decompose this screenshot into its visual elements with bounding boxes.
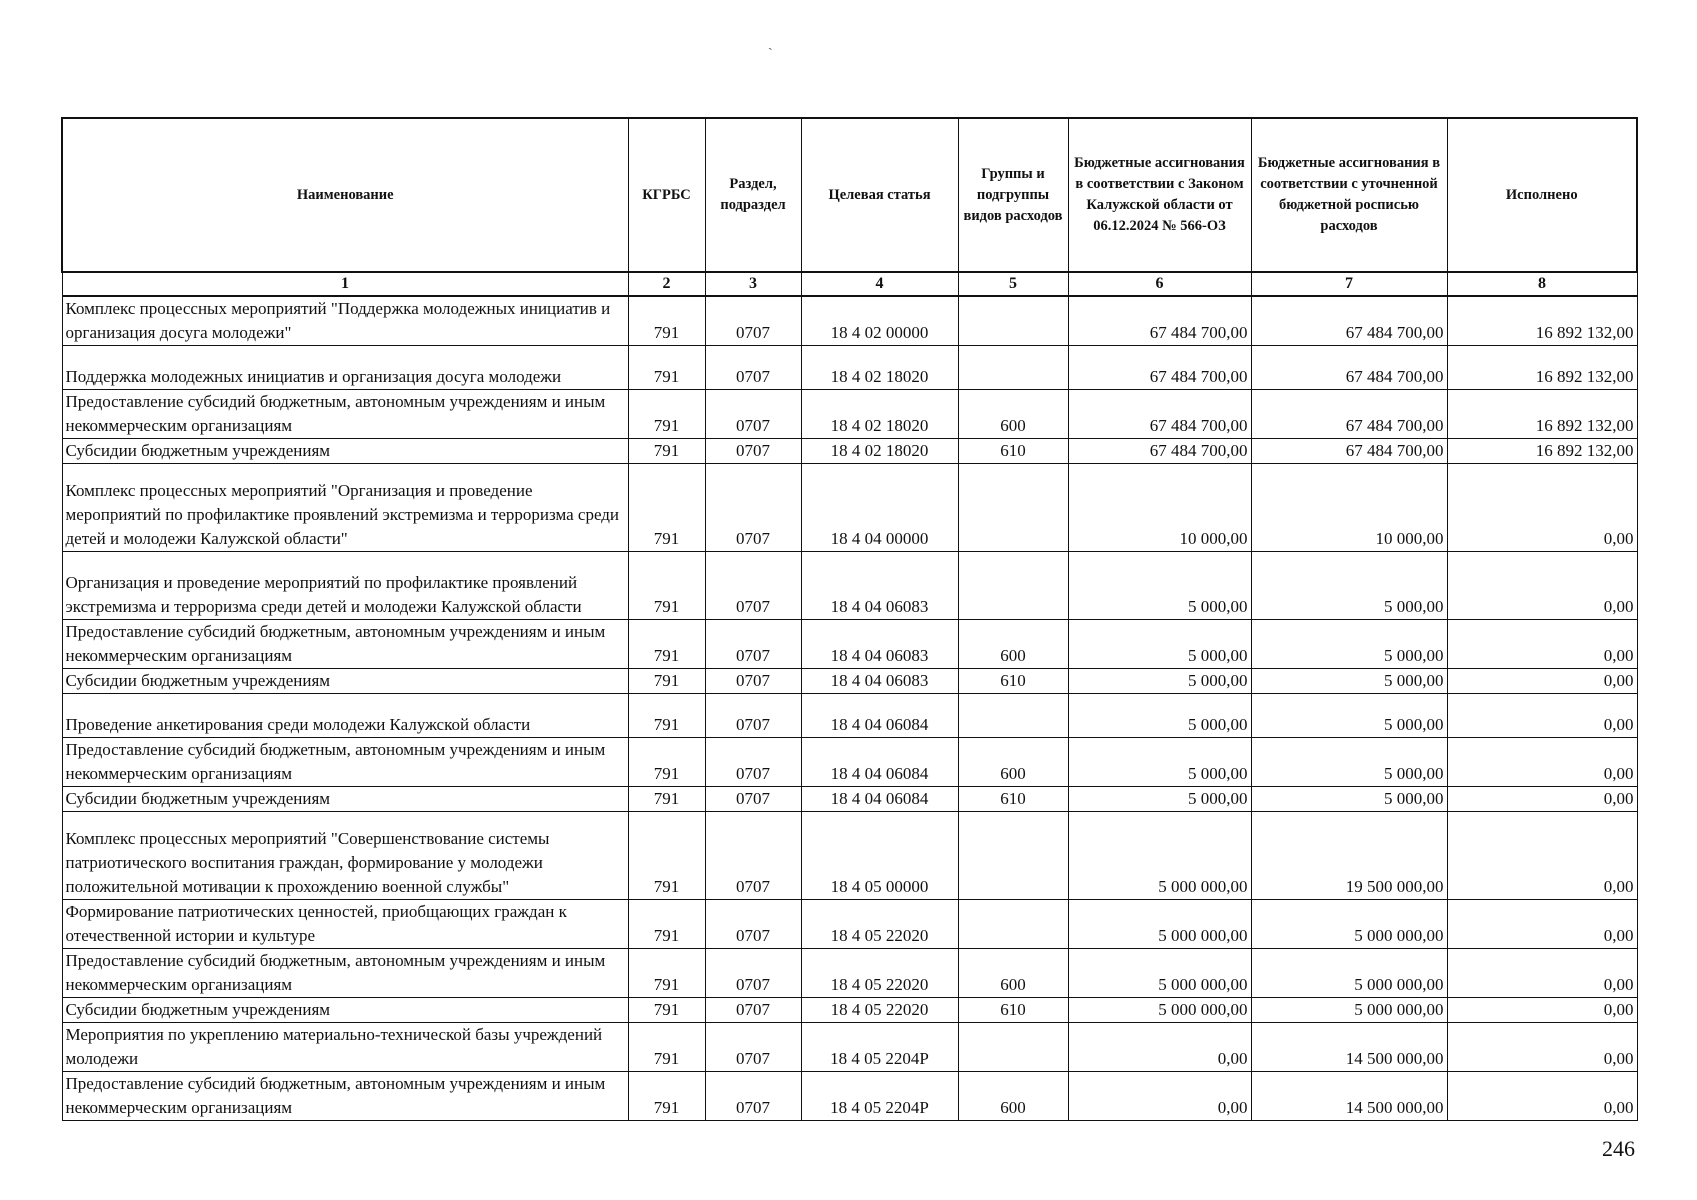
row-refined-allocation: 5 000 000,00	[1251, 998, 1447, 1023]
row-refined-allocation: 5 000,00	[1251, 669, 1447, 694]
table-row	[62, 1072, 1637, 1121]
row-name: Мероприятия по укреплению материально-технической базы учреждений молодежи	[62, 1023, 628, 1072]
row-article: 18 4 04 06084	[801, 694, 958, 738]
row-name: Комплекс процессных мероприятий "Совершенствование системы патриотического воспитания граждан, формирование у молодежи положительной мотивации к прохождению военной службы"	[62, 812, 628, 900]
row-section: 0707	[705, 694, 801, 738]
row-group	[958, 464, 1068, 552]
column-number: 4	[801, 272, 958, 296]
row-law-allocation: 5 000,00	[1068, 620, 1251, 669]
row-law-allocation: 10 000,00	[1068, 464, 1251, 552]
row-section: 0707	[705, 620, 801, 669]
row-section: 0707	[705, 669, 801, 694]
row-name: Комплекс процессных мероприятий "Поддержка молодежных инициатив и организация досуга молодежи"	[62, 296, 628, 346]
column-number: 5	[958, 272, 1068, 296]
row-law-allocation: 67 484 700,00	[1068, 346, 1251, 390]
row-group: 610	[958, 669, 1068, 694]
row-article: 18 4 02 00000	[801, 296, 958, 346]
table-row	[62, 949, 1637, 998]
row-law-allocation: 5 000,00	[1068, 552, 1251, 620]
row-article: 18 4 04 06084	[801, 738, 958, 787]
row-name: Организация и проведение мероприятий по профилактике проявлений экстремизма и терроризма среди детей и молодежи Калужской области	[62, 552, 628, 620]
row-executed: 16 892 132,00	[1447, 439, 1637, 464]
row-name: Предоставление субсидий бюджетным, автономным учреждениям и иным некоммерческим организациям	[62, 738, 628, 787]
row-article: 18 4 04 06084	[801, 787, 958, 812]
row-article: 18 4 02 18020	[801, 390, 958, 439]
row-article: 18 4 04 06083	[801, 620, 958, 669]
row-executed: 0,00	[1447, 949, 1637, 998]
row-kgrbs: 791	[628, 694, 705, 738]
row-group	[958, 694, 1068, 738]
row-law-allocation: 5 000,00	[1068, 694, 1251, 738]
row-name: Поддержка молодежных инициатив и организация досуга молодежи	[62, 346, 628, 390]
table-row	[62, 738, 1637, 787]
row-law-allocation: 5 000 000,00	[1068, 998, 1251, 1023]
row-kgrbs: 791	[628, 439, 705, 464]
table-body	[62, 296, 1637, 1121]
row-refined-allocation: 10 000,00	[1251, 464, 1447, 552]
row-law-allocation: 67 484 700,00	[1068, 296, 1251, 346]
header-section: Раздел, подраздел	[705, 118, 801, 272]
row-refined-allocation: 5 000,00	[1251, 787, 1447, 812]
row-law-allocation: 5 000,00	[1068, 787, 1251, 812]
row-refined-allocation: 67 484 700,00	[1251, 346, 1447, 390]
row-section: 0707	[705, 949, 801, 998]
header-refined-allocation: Бюджетные ассигнования в соответствии с уточненной бюджетной росписью расходов	[1251, 118, 1447, 272]
row-name: Предоставление субсидий бюджетным, автономным учреждениям и иным некоммерческим организациям	[62, 620, 628, 669]
header-article: Целевая статья	[801, 118, 958, 272]
table-row	[62, 900, 1637, 949]
row-law-allocation: 5 000,00	[1068, 738, 1251, 787]
column-number: 1	[62, 272, 628, 296]
row-group	[958, 900, 1068, 949]
row-law-allocation: 5 000,00	[1068, 669, 1251, 694]
row-section: 0707	[705, 346, 801, 390]
row-law-allocation: 5 000 000,00	[1068, 949, 1251, 998]
row-executed: 0,00	[1447, 812, 1637, 900]
row-group	[958, 812, 1068, 900]
row-kgrbs: 791	[628, 346, 705, 390]
row-kgrbs: 791	[628, 1023, 705, 1072]
row-kgrbs: 791	[628, 998, 705, 1023]
row-executed: 16 892 132,00	[1447, 346, 1637, 390]
row-refined-allocation: 67 484 700,00	[1251, 390, 1447, 439]
row-group: 600	[958, 1072, 1068, 1121]
table-row	[62, 694, 1637, 738]
row-executed: 0,00	[1447, 552, 1637, 620]
page-number: 246	[1602, 1136, 1635, 1161]
row-section: 0707	[705, 464, 801, 552]
row-group: 600	[958, 620, 1068, 669]
row-kgrbs: 791	[628, 738, 705, 787]
row-section: 0707	[705, 998, 801, 1023]
column-number: 7	[1251, 272, 1447, 296]
row-kgrbs: 791	[628, 949, 705, 998]
row-refined-allocation: 5 000,00	[1251, 738, 1447, 787]
row-executed: 0,00	[1447, 464, 1637, 552]
row-group: 610	[958, 998, 1068, 1023]
stray-mark: ˏ	[768, 36, 773, 51]
row-refined-allocation: 5 000 000,00	[1251, 900, 1447, 949]
row-name: Предоставление субсидий бюджетным, автономным учреждениям и иным некоммерческим организациям	[62, 949, 628, 998]
row-law-allocation: 5 000 000,00	[1068, 900, 1251, 949]
row-group	[958, 346, 1068, 390]
table-row	[62, 998, 1637, 1023]
header-executed: Исполнено	[1447, 118, 1637, 272]
row-article: 18 4 05 22020	[801, 949, 958, 998]
table-row	[62, 439, 1637, 464]
row-refined-allocation: 19 500 000,00	[1251, 812, 1447, 900]
row-refined-allocation: 67 484 700,00	[1251, 296, 1447, 346]
row-group: 600	[958, 949, 1068, 998]
row-refined-allocation: 14 500 000,00	[1251, 1023, 1447, 1072]
row-executed: 0,00	[1447, 998, 1637, 1023]
table-row	[62, 620, 1637, 669]
table-row	[62, 552, 1637, 620]
row-law-allocation: 67 484 700,00	[1068, 439, 1251, 464]
row-kgrbs: 791	[628, 620, 705, 669]
row-law-allocation: 0,00	[1068, 1023, 1251, 1072]
row-name: Предоставление субсидий бюджетным, автономным учреждениям и иным некоммерческим организациям	[62, 1072, 628, 1121]
row-executed: 0,00	[1447, 620, 1637, 669]
header-law-allocation: Бюджетные ассигнования в соответствии с Законом Калужской области от 06.12.2024 № 566-ОЗ	[1068, 118, 1251, 272]
row-kgrbs: 791	[628, 390, 705, 439]
header-kgrbs: КГРБС	[628, 118, 705, 272]
row-law-allocation: 5 000 000,00	[1068, 812, 1251, 900]
row-group	[958, 552, 1068, 620]
row-refined-allocation: 14 500 000,00	[1251, 1072, 1447, 1121]
row-kgrbs: 791	[628, 296, 705, 346]
row-executed: 16 892 132,00	[1447, 296, 1637, 346]
row-section: 0707	[705, 1023, 801, 1072]
row-article: 18 4 05 2204Р	[801, 1072, 958, 1121]
row-name: Субсидии бюджетным учреждениям	[62, 787, 628, 812]
row-kgrbs: 791	[628, 552, 705, 620]
row-executed: 0,00	[1447, 694, 1637, 738]
row-article: 18 4 05 22020	[801, 998, 958, 1023]
row-executed: 0,00	[1447, 1072, 1637, 1121]
row-kgrbs: 791	[628, 1072, 705, 1121]
header-name: Наименование	[62, 118, 628, 272]
row-name: Формирование патриотических ценностей, приобщающих граждан к отечественной истории и культуре	[62, 900, 628, 949]
row-name: Субсидии бюджетным учреждениям	[62, 439, 628, 464]
budget-table	[61, 117, 1638, 1121]
row-article: 18 4 02 18020	[801, 439, 958, 464]
row-article: 18 4 05 22020	[801, 900, 958, 949]
table-row	[62, 1023, 1637, 1072]
table-row	[62, 464, 1637, 552]
row-group: 600	[958, 738, 1068, 787]
row-name: Комплекс процессных мероприятий "Организация и проведение мероприятий по профилактике проявлений экстремизма и терроризма среди детей и молодежи Калужской области"	[62, 464, 628, 552]
table-row	[62, 669, 1637, 694]
row-article: 18 4 02 18020	[801, 346, 958, 390]
row-group: 610	[958, 787, 1068, 812]
row-article: 18 4 05 00000	[801, 812, 958, 900]
row-section: 0707	[705, 552, 801, 620]
header-row	[62, 118, 1637, 272]
row-executed: 0,00	[1447, 738, 1637, 787]
row-section: 0707	[705, 812, 801, 900]
row-article: 18 4 04 00000	[801, 464, 958, 552]
table-row	[62, 296, 1637, 346]
row-article: 18 4 04 06083	[801, 669, 958, 694]
table-row	[62, 346, 1637, 390]
row-kgrbs: 791	[628, 812, 705, 900]
row-refined-allocation: 5 000,00	[1251, 694, 1447, 738]
row-executed: 0,00	[1447, 900, 1637, 949]
row-section: 0707	[705, 296, 801, 346]
row-executed: 0,00	[1447, 669, 1637, 694]
column-number: 6	[1068, 272, 1251, 296]
header-group: Группы и подгруппы видов расходов	[958, 118, 1068, 272]
row-group	[958, 1023, 1068, 1072]
row-refined-allocation: 5 000,00	[1251, 620, 1447, 669]
column-number: 3	[705, 272, 801, 296]
row-executed: 0,00	[1447, 1023, 1637, 1072]
column-number-row	[62, 272, 1637, 296]
row-group: 610	[958, 439, 1068, 464]
row-group	[958, 296, 1068, 346]
row-article: 18 4 04 06083	[801, 552, 958, 620]
row-name: Проведение анкетирования среди молодежи Калужской области	[62, 694, 628, 738]
row-law-allocation: 0,00	[1068, 1072, 1251, 1121]
row-kgrbs: 791	[628, 787, 705, 812]
table-row	[62, 787, 1637, 812]
row-kgrbs: 791	[628, 464, 705, 552]
row-name: Субсидии бюджетным учреждениям	[62, 669, 628, 694]
row-kgrbs: 791	[628, 900, 705, 949]
row-refined-allocation: 5 000,00	[1251, 552, 1447, 620]
row-refined-allocation: 5 000 000,00	[1251, 949, 1447, 998]
row-kgrbs: 791	[628, 669, 705, 694]
row-article: 18 4 05 2204Р	[801, 1023, 958, 1072]
row-section: 0707	[705, 439, 801, 464]
row-section: 0707	[705, 390, 801, 439]
row-refined-allocation: 67 484 700,00	[1251, 439, 1447, 464]
column-number: 2	[628, 272, 705, 296]
row-section: 0707	[705, 900, 801, 949]
table-row	[62, 390, 1637, 439]
row-section: 0707	[705, 738, 801, 787]
row-executed: 16 892 132,00	[1447, 390, 1637, 439]
row-name: Предоставление субсидий бюджетным, автономным учреждениям и иным некоммерческим организациям	[62, 390, 628, 439]
row-law-allocation: 67 484 700,00	[1068, 390, 1251, 439]
row-section: 0707	[705, 1072, 801, 1121]
row-executed: 0,00	[1447, 787, 1637, 812]
row-group: 600	[958, 390, 1068, 439]
column-number: 8	[1447, 272, 1637, 296]
table-row	[62, 812, 1637, 900]
row-name: Субсидии бюджетным учреждениям	[62, 998, 628, 1023]
row-section: 0707	[705, 787, 801, 812]
